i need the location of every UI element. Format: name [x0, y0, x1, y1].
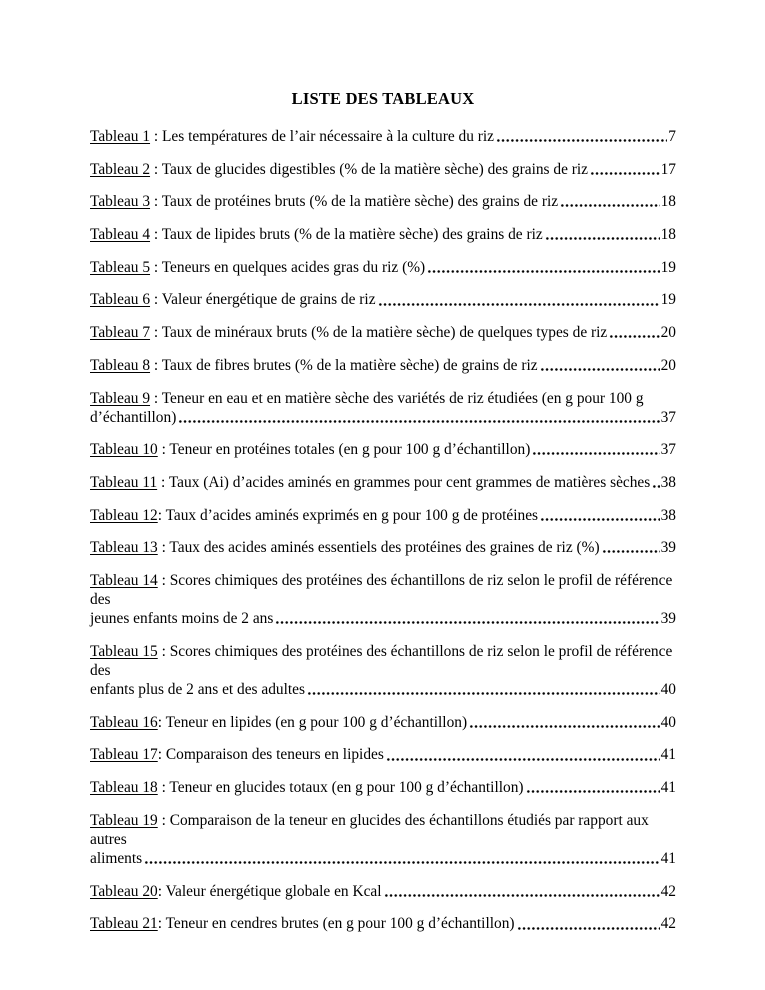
toc-page-number: 42 [660, 915, 676, 933]
toc-entry-line [90, 680, 676, 699]
toc-page-number: 39 [660, 610, 676, 628]
toc-entry-text [90, 192, 558, 211]
toc-entry-label[interactable]: Tableau 1 [90, 128, 151, 145]
toc-title: LISTE DES TABLEAUX [291, 89, 475, 108]
toc-entry-label[interactable]: Tableau 13 [90, 539, 158, 557]
toc-entry[interactable] [90, 258, 676, 277]
dotted-leader [386, 758, 660, 761]
toc-page-number: 19 [660, 258, 676, 276]
toc-entry-line [90, 745, 676, 764]
toc-entry[interactable] [90, 440, 676, 459]
toc-entry-label[interactable]: Tableau 4 [90, 226, 151, 244]
toc-entry[interactable] [90, 473, 676, 492]
toc-page-number: 38 [660, 506, 676, 524]
toc-entry-desc: : Teneur en cendres brutes (en g pour 100 g d’échantillon) [157, 915, 515, 933]
toc-entry[interactable] [90, 778, 676, 797]
toc-entry-text [90, 778, 524, 797]
dotted-leader [378, 303, 660, 306]
toc-entry-desc: : Teneur en protéines totales (en g pour 100 g d’échantillon) [157, 441, 531, 459]
toc-entry[interactable] [90, 914, 676, 933]
toc-entry-desc: : Taux des acides aminés essentiels des protéines des graines de riz (%) [157, 539, 600, 557]
toc-entry-label[interactable]: Tableau 5 [90, 258, 151, 276]
toc-entry[interactable] [90, 713, 676, 732]
dotted-leader [526, 790, 660, 793]
toc-entry[interactable] [90, 538, 676, 557]
dotted-leader [532, 452, 659, 455]
toc-entry-text [90, 538, 600, 557]
dotted-leader [560, 204, 660, 207]
toc-entry-text [90, 127, 494, 146]
toc-entry[interactable] [90, 127, 676, 146]
toc-entry-label[interactable]: Tableau 16 [90, 713, 158, 731]
toc-entry[interactable] [90, 506, 676, 525]
toc-entry-label[interactable]: Tableau 19 [90, 811, 158, 829]
toc-entry-label[interactable]: Tableau 18 [90, 779, 158, 797]
toc-entry-line [90, 225, 676, 244]
toc-entry[interactable] [90, 882, 676, 901]
dotted-leader [609, 335, 659, 338]
toc-entry-line [90, 440, 676, 459]
toc-entry-line [90, 506, 676, 525]
toc-entry-label[interactable]: Tableau 15 [90, 642, 158, 660]
toc-entry[interactable] [90, 389, 676, 427]
toc-entry-line [90, 473, 676, 492]
toc-page-number: 37 [660, 408, 676, 426]
toc-page-number: 17 [660, 160, 676, 178]
toc-entry[interactable] [90, 811, 676, 868]
toc-entry-desc: : Scores chimiques des protéines des échantillons de riz selon le profil de référence des [90, 572, 673, 609]
toc-page-number: 42 [660, 882, 676, 900]
toc-entry-text [90, 160, 588, 179]
toc-entry-line [90, 882, 676, 901]
toc-entry-text [90, 323, 607, 342]
toc-entry-label[interactable]: Tableau 10 [90, 441, 158, 459]
toc-entry-label[interactable]: Tableau 21 [90, 915, 158, 933]
toc-entry-desc: : Scores chimiques des protéines des échantillons de riz selon le profil de référence des [90, 642, 673, 679]
toc-entry-desc: : Taux de lipides bruts (% de la matière sèche) des grains de riz [150, 226, 543, 244]
toc-entry-text [90, 473, 650, 492]
toc-entry[interactable] [90, 225, 676, 244]
toc-entry[interactable] [90, 571, 676, 628]
toc-entry-line [90, 408, 676, 427]
dotted-leader [590, 172, 660, 175]
toc-entry-label[interactable]: Tableau 11 [90, 473, 158, 491]
toc-entry-line [90, 127, 676, 146]
toc-entry-text [90, 440, 530, 459]
toc-entry-label[interactable]: Tableau 8 [90, 356, 151, 374]
toc-entry-text [90, 642, 676, 680]
toc-entry[interactable] [90, 323, 676, 342]
toc-entry[interactable] [90, 160, 676, 179]
dotted-leader [178, 420, 659, 423]
toc-entry-label[interactable]: Tableau 2 [90, 160, 151, 178]
dotted-leader [517, 927, 660, 930]
toc-entry-desc-line2: d’échantillon) [90, 408, 177, 426]
toc-entry-line [90, 356, 676, 375]
dotted-leader [652, 485, 659, 488]
toc-entry-desc: : Teneur en eau et en matière sèche des variétés de riz étudiées (en g pour 100 g [150, 389, 644, 407]
toc-entry-text [90, 290, 376, 309]
dotted-leader [602, 550, 660, 553]
toc-entry[interactable] [90, 290, 676, 309]
dotted-leader [469, 725, 660, 728]
toc-entry-label[interactable]: Tableau 20 [90, 882, 158, 900]
toc-entry-text [90, 713, 467, 732]
toc-entry-line [90, 160, 676, 179]
toc-entry-label[interactable]: Tableau 7 [90, 324, 151, 342]
toc-entry-label[interactable]: Tableau 17 [90, 746, 158, 764]
toc-entry-label[interactable]: Tableau 14 [90, 572, 158, 590]
toc-entry-desc: : Les températures de l’air nécessaire à la culture du riz [150, 128, 495, 145]
toc-entry-line [90, 192, 676, 211]
dotted-leader [144, 861, 659, 864]
toc-entry-line [90, 323, 676, 342]
toc-entry-desc-line2: aliments [90, 850, 143, 868]
toc-page-number: 41 [660, 779, 676, 797]
toc-entry-desc: : Teneur en glucides totaux (en g pour 100 g d’échantillon) [157, 779, 524, 797]
toc-entry-desc: : Taux de protéines bruts (% de la matière sèche) des grains de riz [150, 193, 559, 211]
toc-entry-desc: : Valeur énergétique de grains de riz [150, 291, 376, 309]
toc-entry-text [90, 811, 676, 849]
toc-entry-text [90, 571, 676, 609]
toc-entry[interactable] [90, 642, 676, 699]
toc-entry-label[interactable]: Tableau 9 [90, 389, 151, 407]
dotted-leader [540, 518, 660, 521]
dotted-leader [307, 692, 660, 695]
toc-entry-desc: : Taux de glucides digestibles (% de la matière sèche) des grains de riz [150, 160, 589, 178]
toc-entry-desc: : Taux (Ai) d’acides aminés en grammes pour cent grammes de matières sèches [157, 473, 651, 491]
toc-entry-label[interactable]: Tableau 6 [90, 291, 151, 309]
toc-page-number: 18 [660, 226, 676, 244]
toc-entry-line [90, 258, 676, 277]
toc-entry[interactable] [90, 745, 676, 764]
toc-page-number: 40 [660, 681, 676, 699]
toc-entry-desc-line2: enfants plus de 2 ans et des adultes [90, 681, 305, 699]
toc-page-number: 20 [660, 324, 676, 342]
toc-entry-line [90, 849, 676, 868]
dotted-leader [545, 237, 660, 240]
dotted-leader [427, 270, 659, 273]
toc-entry-line [90, 914, 676, 933]
toc-entry-text [90, 745, 384, 764]
toc-entry-text [90, 914, 515, 933]
toc-entry-desc: : Comparaison de la teneur en glucides des échantillons étudiés par rapport aux autres [90, 811, 649, 848]
dotted-leader [275, 621, 659, 624]
toc-page-number: 19 [660, 291, 676, 309]
toc-entry-desc: : Taux de fibres brutes (% de la matière sèche) de grains de riz [150, 356, 538, 374]
toc-entry-desc: : Valeur énergétique globale en Kcal [157, 882, 382, 900]
dotted-leader [540, 368, 660, 371]
toc-entry-line [90, 713, 676, 732]
toc-page-number: 38 [660, 473, 676, 491]
toc-entry-text [90, 389, 676, 408]
toc-entry-text [90, 225, 543, 244]
toc-entry-line [90, 538, 676, 557]
toc-entry-label[interactable]: Tableau 12 [90, 506, 158, 524]
toc-entry-label[interactable]: Tableau 3 [90, 193, 151, 211]
toc-page-number: 41 [660, 746, 676, 764]
dotted-leader [384, 894, 660, 897]
toc-entry-line [90, 778, 676, 797]
toc-page-number: 18 [660, 193, 676, 211]
toc-entry-desc: : Taux d’acides aminés exprimés en g pour 100 g de protéines [157, 506, 539, 524]
toc-entry-text [90, 506, 538, 525]
toc-entry-line [90, 609, 676, 628]
toc-entry-line [90, 290, 676, 309]
toc-entry-desc: : Teneurs en quelques acides gras du riz (%) [150, 258, 426, 276]
toc-page-number: 39 [660, 539, 676, 557]
toc-page-number: 40 [660, 713, 676, 731]
toc-entry[interactable] [90, 356, 676, 375]
toc-entry-desc: : Comparaison des teneurs en lipides [157, 746, 384, 764]
toc-page-number: 7 [668, 128, 676, 145]
toc-page-number: 37 [660, 441, 676, 459]
toc-page-number: 20 [660, 356, 676, 374]
toc-entry-text [90, 356, 538, 375]
toc-entry-desc: : Taux de minéraux bruts (% de la matière sèche) de quelques types de riz [150, 324, 608, 342]
toc-entry-desc-line2: jeunes enfants moins de 2 ans [90, 610, 274, 628]
toc-entry-text [90, 258, 425, 277]
toc-entry[interactable] [90, 192, 676, 211]
toc-page-number: 41 [660, 850, 676, 868]
toc-entry-desc: : Teneur en lipides (en g pour 100 g d’échantillon) [157, 713, 468, 731]
dotted-leader [496, 139, 667, 142]
toc-entry-text [90, 882, 382, 901]
